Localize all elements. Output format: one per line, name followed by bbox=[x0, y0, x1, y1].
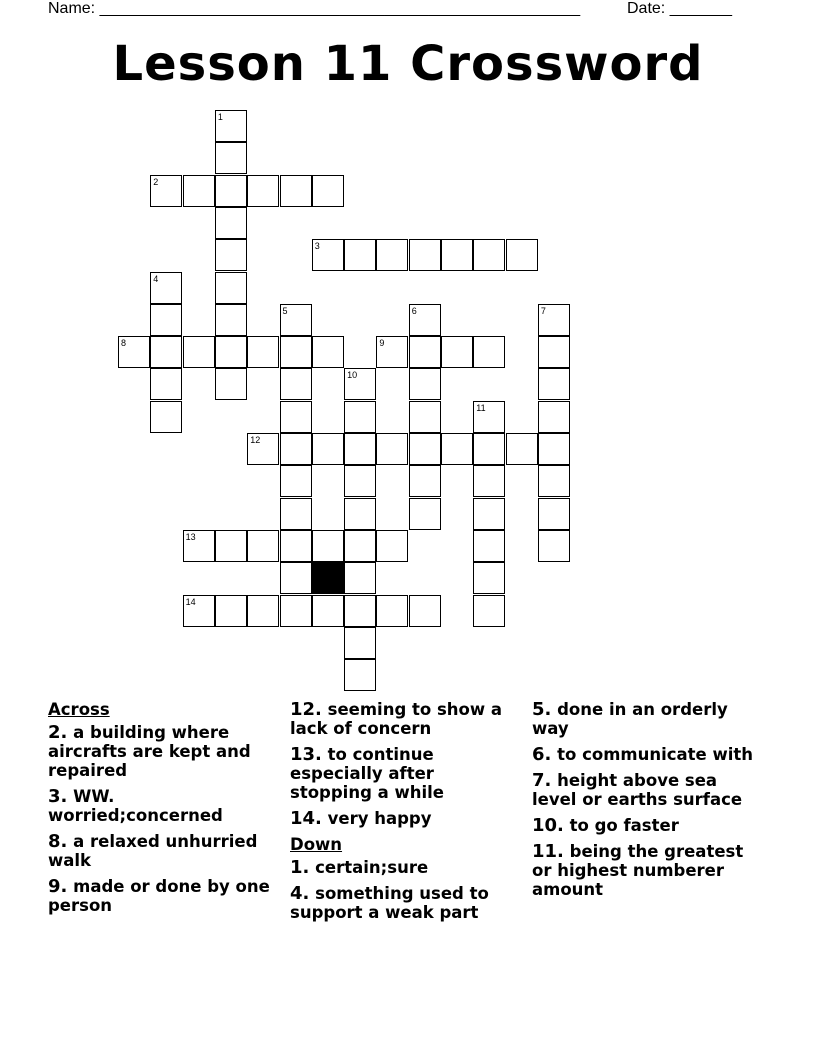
clue-number-label: 1 bbox=[217, 112, 223, 122]
clue-down-11 bbox=[532, 842, 762, 899]
grid-cell[interactable] bbox=[344, 433, 376, 465]
grid-cell[interactable] bbox=[280, 595, 312, 627]
clue-number-label: 9 bbox=[379, 338, 385, 349]
clue-number: 1. bbox=[290, 857, 310, 878]
grid-cell[interactable] bbox=[215, 142, 247, 174]
clue-text: to go faster bbox=[569, 816, 679, 835]
grid-cell[interactable] bbox=[150, 368, 182, 400]
clue-number-label: 3 bbox=[314, 241, 320, 252]
grid-cell[interactable] bbox=[441, 433, 473, 465]
clue-text: something used to support a weak part bbox=[290, 884, 489, 922]
grid-cell[interactable] bbox=[215, 175, 247, 207]
clue-number-label: 5 bbox=[282, 305, 288, 316]
clue-text: a building where aircrafts are kept and repaired bbox=[48, 723, 251, 780]
grid-cell[interactable] bbox=[473, 562, 505, 594]
clue-text: height above sea level or earths surface bbox=[532, 771, 743, 809]
grid-cell[interactable] bbox=[344, 401, 376, 433]
grid-cell[interactable] bbox=[280, 465, 312, 497]
grid-cell[interactable] bbox=[409, 433, 441, 465]
grid-cell[interactable] bbox=[473, 498, 505, 530]
clue-down-7 bbox=[532, 771, 762, 809]
grid-cell[interactable] bbox=[150, 336, 182, 368]
clue-number: 7. bbox=[532, 770, 552, 791]
grid-cell[interactable] bbox=[183, 175, 215, 207]
grid-black-cell bbox=[312, 562, 344, 594]
grid-cell[interactable] bbox=[376, 239, 408, 271]
grid-cell[interactable] bbox=[344, 627, 376, 659]
clue-number: 13. bbox=[290, 744, 322, 765]
clue-number-label: 6 bbox=[411, 305, 417, 316]
grid-cell[interactable] bbox=[280, 175, 312, 207]
clue-across-8 bbox=[48, 832, 284, 870]
grid-cell[interactable] bbox=[473, 465, 505, 497]
clue-number: 4. bbox=[290, 883, 310, 904]
grid-cell[interactable] bbox=[280, 336, 312, 368]
clue-number-label: 12 bbox=[250, 435, 261, 445]
grid-cell[interactable] bbox=[150, 175, 182, 207]
grid-cell[interactable] bbox=[344, 368, 376, 400]
clue-number: 9. bbox=[48, 876, 68, 897]
clue-number-label: 4 bbox=[153, 273, 159, 284]
grid-cell[interactable] bbox=[280, 401, 312, 433]
grid-cell[interactable] bbox=[538, 465, 570, 497]
grid-cell[interactable] bbox=[280, 433, 312, 465]
grid-cell[interactable] bbox=[473, 336, 505, 368]
grid-cell[interactable] bbox=[280, 498, 312, 530]
grid-cell[interactable] bbox=[344, 498, 376, 530]
grid-cell[interactable] bbox=[473, 401, 505, 433]
grid-cell[interactable] bbox=[538, 368, 570, 400]
across-heading: Across bbox=[48, 700, 110, 719]
date-field-label: Date: _______ bbox=[627, 0, 732, 17]
grid-cell[interactable] bbox=[376, 433, 408, 465]
grid-cell[interactable] bbox=[376, 595, 408, 627]
clue-number: 10. bbox=[532, 815, 564, 836]
clue-across-9 bbox=[48, 877, 284, 915]
clue-number-label: 10 bbox=[347, 370, 358, 381]
grid-cell[interactable] bbox=[215, 368, 247, 400]
grid-cell[interactable] bbox=[473, 595, 505, 627]
grid-cell[interactable] bbox=[312, 175, 344, 207]
grid-cell[interactable] bbox=[344, 562, 376, 594]
grid-cell[interactable] bbox=[280, 562, 312, 594]
clue-number-label: 2 bbox=[153, 176, 159, 187]
grid-cell[interactable] bbox=[473, 530, 505, 562]
grid-cell[interactable] bbox=[409, 304, 441, 336]
clue-number: 12. bbox=[290, 699, 322, 720]
grid-cell[interactable] bbox=[538, 401, 570, 433]
grid-cell[interactable] bbox=[312, 336, 344, 368]
clue-across-2 bbox=[48, 723, 284, 780]
grid-cell[interactable] bbox=[280, 530, 312, 562]
grid-cell[interactable] bbox=[409, 239, 441, 271]
clue-text: to continue especially after stopping a while bbox=[290, 745, 444, 802]
clues-column-1 bbox=[48, 700, 284, 922]
grid-cell[interactable] bbox=[215, 207, 247, 239]
grid-cell[interactable] bbox=[150, 272, 182, 304]
clue-number: 8. bbox=[48, 831, 68, 852]
grid-cell[interactable] bbox=[247, 336, 279, 368]
grid-cell[interactable] bbox=[215, 336, 247, 368]
page-title: Lesson 11 Crossword bbox=[112, 36, 704, 92]
clue-across-12 bbox=[290, 700, 518, 738]
grid-cell[interactable] bbox=[506, 433, 538, 465]
clue-across-3 bbox=[48, 787, 284, 825]
clue-down-5 bbox=[532, 700, 762, 738]
grid-cell[interactable] bbox=[247, 530, 279, 562]
clue-number: 11. bbox=[532, 841, 564, 862]
grid-cell[interactable] bbox=[215, 239, 247, 271]
grid-cell[interactable] bbox=[183, 336, 215, 368]
clues-column-2 bbox=[290, 700, 518, 929]
clue-number: 2. bbox=[48, 722, 68, 743]
clue-number: 6. bbox=[532, 744, 552, 765]
grid-cell[interactable] bbox=[538, 336, 570, 368]
grid-cell[interactable] bbox=[409, 336, 441, 368]
grid-cell[interactable] bbox=[376, 336, 408, 368]
clue-text: being the greatest or highest numberer amount bbox=[532, 842, 744, 899]
grid-cell[interactable] bbox=[376, 530, 408, 562]
grid-cell[interactable] bbox=[344, 465, 376, 497]
grid-cell[interactable] bbox=[215, 595, 247, 627]
grid-cell[interactable] bbox=[538, 498, 570, 530]
grid-cell[interactable] bbox=[215, 110, 247, 142]
clue-down-6 bbox=[532, 745, 762, 764]
grid-cell[interactable] bbox=[215, 272, 247, 304]
grid-cell[interactable] bbox=[247, 595, 279, 627]
grid-cell[interactable] bbox=[473, 433, 505, 465]
clue-down-1 bbox=[290, 858, 518, 877]
grid-cell[interactable] bbox=[344, 239, 376, 271]
clue-text: very happy bbox=[327, 809, 432, 828]
grid-cell[interactable] bbox=[118, 336, 150, 368]
clues-column-3 bbox=[532, 700, 762, 906]
clue-text: certain;sure bbox=[315, 858, 429, 877]
grid-cell[interactable] bbox=[344, 530, 376, 562]
clue-text: made or done by one person bbox=[48, 877, 270, 915]
grid-cell[interactable] bbox=[150, 304, 182, 336]
grid-cell[interactable] bbox=[441, 336, 473, 368]
clue-number: 14. bbox=[290, 808, 322, 829]
grid-cell[interactable] bbox=[183, 530, 215, 562]
grid-cell[interactable] bbox=[441, 239, 473, 271]
grid-cell[interactable] bbox=[312, 595, 344, 627]
grid-cell[interactable] bbox=[538, 530, 570, 562]
clue-text: to communicate with bbox=[557, 745, 754, 764]
clue-text: WW. worried;concerned bbox=[48, 787, 223, 825]
clue-down-4 bbox=[290, 884, 518, 922]
grid-cell[interactable] bbox=[312, 239, 344, 271]
grid-cell[interactable] bbox=[473, 239, 505, 271]
clue-text: seeming to show a lack of concern bbox=[290, 700, 502, 738]
grid-cell[interactable] bbox=[312, 530, 344, 562]
clue-text: done in an orderly way bbox=[532, 700, 728, 738]
grid-cell[interactable] bbox=[344, 659, 376, 691]
clue-number-label: 13 bbox=[185, 531, 196, 542]
grid-cell[interactable] bbox=[150, 401, 182, 433]
grid-cell[interactable] bbox=[506, 239, 538, 271]
grid-cell[interactable] bbox=[409, 465, 441, 497]
grid-cell[interactable] bbox=[409, 498, 441, 530]
clue-across-14 bbox=[290, 809, 518, 828]
grid-cell[interactable] bbox=[538, 433, 570, 465]
grid-cell[interactable] bbox=[409, 368, 441, 400]
clue-number-label: 8 bbox=[121, 338, 127, 349]
grid-cell[interactable] bbox=[183, 595, 215, 627]
grid-cell[interactable] bbox=[247, 433, 279, 465]
grid-cell[interactable] bbox=[312, 433, 344, 465]
grid-cell[interactable] bbox=[280, 304, 312, 336]
down-heading: Down bbox=[290, 835, 343, 854]
clue-number-label: 11 bbox=[476, 402, 486, 413]
grid-cell[interactable] bbox=[280, 368, 312, 400]
grid-cell[interactable] bbox=[409, 401, 441, 433]
clue-number-label: 14 bbox=[185, 596, 196, 607]
name-field-label: Name: ______________________________________________________ bbox=[48, 0, 581, 17]
clue-across-13 bbox=[290, 745, 518, 802]
grid-cell[interactable] bbox=[215, 304, 247, 336]
clue-number-label: 7 bbox=[540, 305, 546, 316]
grid-cell[interactable] bbox=[409, 595, 441, 627]
grid-cell[interactable] bbox=[538, 304, 570, 336]
clue-number: 5. bbox=[532, 699, 552, 720]
grid-cell[interactable] bbox=[247, 175, 279, 207]
grid-cell[interactable] bbox=[344, 595, 376, 627]
grid-cell[interactable] bbox=[215, 530, 247, 562]
clue-number: 3. bbox=[48, 786, 68, 807]
clue-text: a relaxed unhurried walk bbox=[48, 832, 258, 870]
clue-down-10 bbox=[532, 816, 762, 835]
